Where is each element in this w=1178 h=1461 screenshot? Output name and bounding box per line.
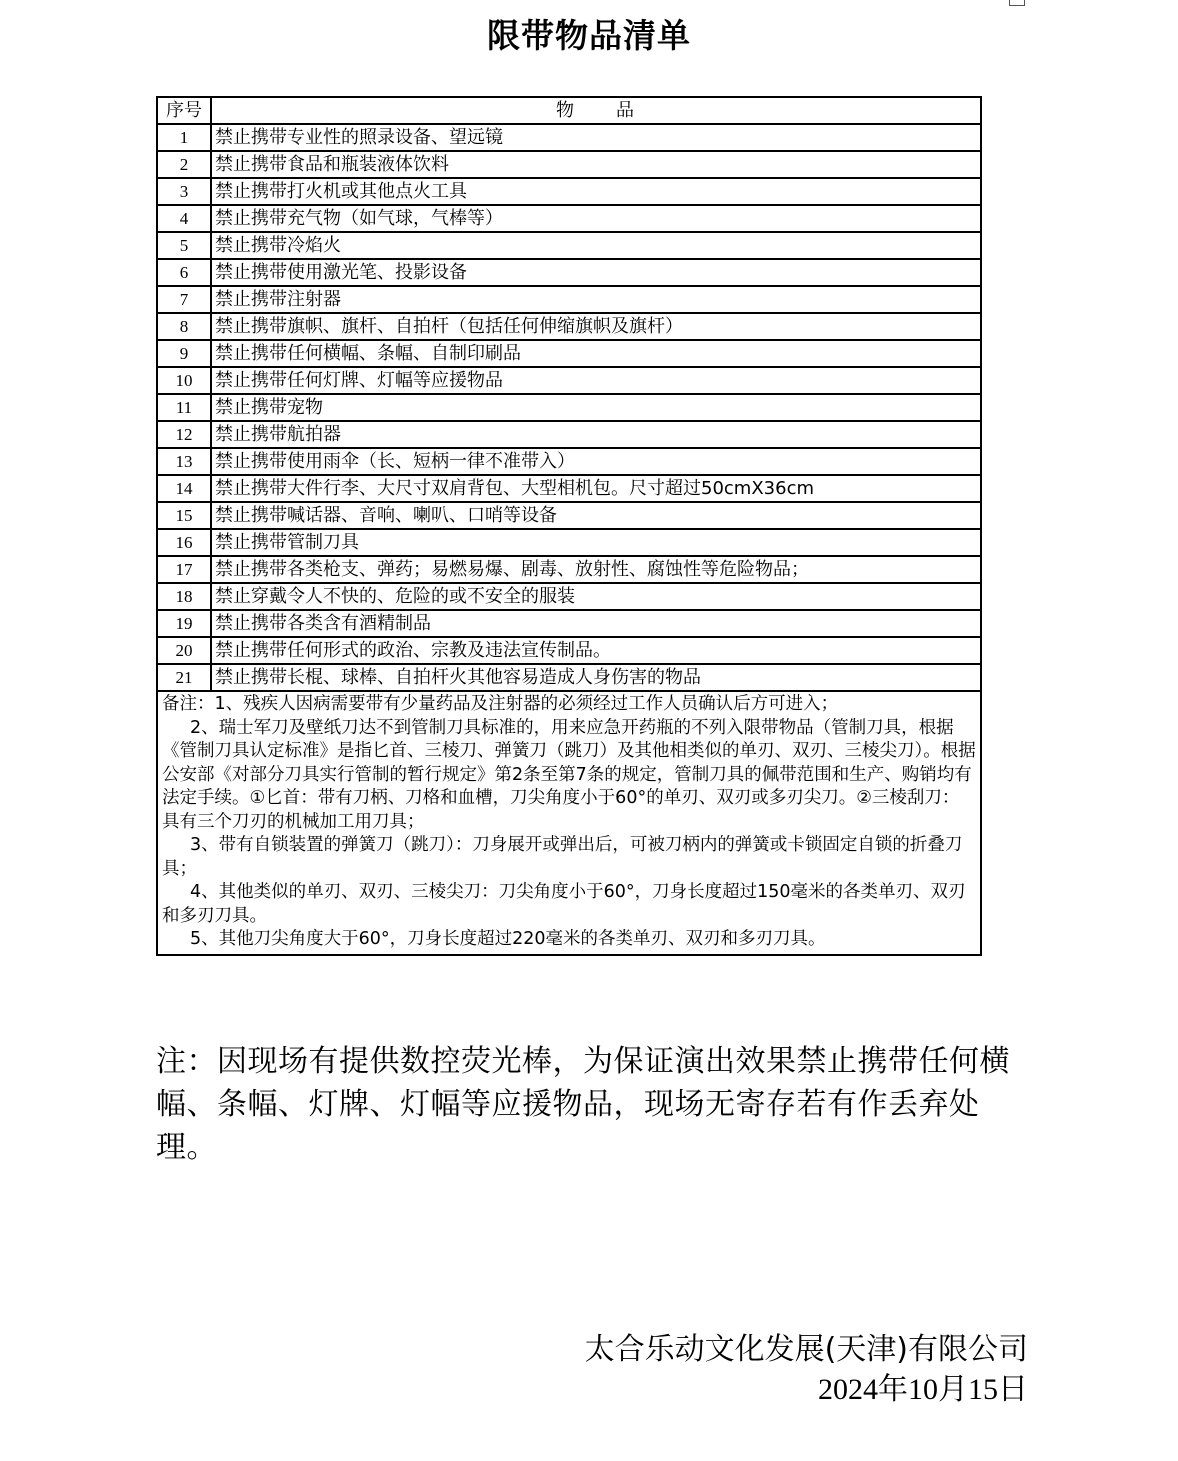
remark-paragraph: 5、其他刀尖角度大于60°，刀身长度超过220毫米的各类单刃、双刃和多刃刀具。 (190, 929, 826, 949)
remark-paragraph: 2、瑞士军刀及壁纸刀达不到管制刀具标准的，用来应急开药瓶的不列入限带物品（管制刀具，根据《管制刀具认定标准》是指匕首、三棱刀、弹簧刀（跳刀）及其他相类似的单刃、双刃、三棱尖刀）。根据公安部《对部分刀具实行管制的暂行规定》第2条至第7条的规定，管制刀具的佩带范围和生产、购销均有法定手续。①匕首：带有刀柄、刀格和血槽，刀尖角度小于60°的单刃、双刃或多刃尖刀。②三棱刮刀：具有三个刀刃的机械加工用刀具； (162, 717, 976, 832)
row-number: 5 (157, 232, 211, 259)
row-number: 12 (157, 421, 211, 448)
table-row (157, 394, 981, 421)
row-number: 19 (157, 610, 211, 637)
row-number: 15 (157, 502, 211, 529)
table-row (157, 664, 981, 691)
row-item: 禁止携带旗帜、旗杆、自拍杆（包括任何伸缩旗帜及旗杆） (211, 313, 981, 340)
row-number: 10 (157, 367, 211, 394)
table-row (157, 259, 981, 286)
table-row (157, 313, 981, 340)
row-number: 11 (157, 394, 211, 421)
row-number: 18 (157, 583, 211, 610)
row-item: 禁止携带使用激光笔、投影设备 (211, 259, 981, 286)
row-number: 14 (157, 475, 211, 502)
row-item: 禁止携带管制刀具 (211, 529, 981, 556)
row-number: 3 (157, 178, 211, 205)
row-item: 禁止携带任何灯牌、灯幅等应援物品 (211, 367, 981, 394)
row-number: 16 (157, 529, 211, 556)
row-item: 禁止穿戴令人不快的、危险的或不安全的服装 (211, 583, 981, 610)
remarks-row (157, 691, 981, 955)
table-row (157, 421, 981, 448)
row-item: 禁止携带充气物（如气球，气棒等） (211, 205, 981, 232)
row-number: 20 (157, 637, 211, 664)
remarks-cell (157, 691, 981, 955)
header-number: 序号 (157, 97, 211, 124)
header-item: 物 品 (211, 97, 981, 124)
corner-checkbox (1009, 0, 1025, 6)
row-number: 1 (157, 124, 211, 151)
row-number: 7 (157, 286, 211, 313)
table-row (157, 448, 981, 475)
table-row (157, 637, 981, 664)
row-number: 8 (157, 313, 211, 340)
row-item: 禁止携带专业性的照录设备、望远镜 (211, 124, 981, 151)
company-name: 太合乐动文化发展(天津)有限公司 (584, 1332, 1028, 1367)
row-item: 禁止携带任何横幅、条幅、自制印刷品 (211, 340, 981, 367)
remark-paragraph: 3、带有自锁装置的弹簧刀（跳刀）：刀身展开或弹出后，可被刀柄内的弹簧或卡锁固定自锁的折叠刀具； (162, 835, 963, 879)
row-number: 21 (157, 664, 211, 691)
row-number: 2 (157, 151, 211, 178)
table-row (157, 232, 981, 259)
row-item: 禁止携带航拍器 (211, 421, 981, 448)
row-item: 禁止携带食品和瓶装液体饮料 (211, 151, 981, 178)
row-item: 禁止携带长棍、球棒、自拍杆火其他容易造成人身伤害的物品 (211, 664, 981, 691)
table-row (157, 529, 981, 556)
row-item: 禁止携带注射器 (211, 286, 981, 313)
row-item: 禁止携带任何形式的政治、宗教及违法宣传制品。 (211, 637, 981, 664)
row-number: 17 (157, 556, 211, 583)
row-item: 禁止携带打火机或其他点火工具 (211, 178, 981, 205)
table-row (157, 502, 981, 529)
table-row (157, 367, 981, 394)
row-item: 禁止携带各类含有酒精制品 (211, 610, 981, 637)
table-row (157, 340, 981, 367)
row-item: 禁止携带大件行李、大尺寸双肩背包、大型相机包。尺寸超过50cmX36cm (211, 475, 981, 502)
table-row (157, 475, 981, 502)
table-row (157, 205, 981, 232)
table-row (157, 556, 981, 583)
row-item: 禁止携带使用雨伞（长、短柄一律不准带入） (211, 448, 981, 475)
row-item: 禁止携带各类枪支、弹药；易燃易爆、剧毒、放射性、腐蚀性等危险物品； (211, 556, 981, 583)
table-row (157, 610, 981, 637)
table-row (157, 286, 981, 313)
remark-paragraph: 4、其他类似的单刃、双刃、三棱尖刀：刀尖角度小于60°，刀身长度超过150毫米的各类单刃、双刃和多刃刀具。 (162, 882, 966, 926)
table-row (157, 151, 981, 178)
row-item: 禁止携带喊话器、音响、喇叭、口哨等设备 (211, 502, 981, 529)
footnote: 注：因现场有提供数控荧光棒，为保证演出效果禁止携带任何横幅、条幅、灯牌、灯幅等应援物品，现场无寄存若有作丢弃处理。 (156, 1044, 1010, 1165)
table-row (157, 124, 981, 151)
row-number: 6 (157, 259, 211, 286)
document-date: 2024年10月15日 (818, 1373, 1028, 1406)
row-item: 禁止携带宠物 (211, 394, 981, 421)
table-row (157, 178, 981, 205)
table-header-row (157, 97, 981, 124)
row-item: 禁止携带冷焰火 (211, 232, 981, 259)
remark-paragraph: 备注：1、残疾人因病需要带有少量药品及注射器的必须经过工作人员确认后方可进入； (162, 694, 839, 714)
restricted-items-table (156, 96, 982, 956)
row-number: 4 (157, 205, 211, 232)
document-title: 限带物品清单 (487, 16, 691, 55)
row-number: 9 (157, 340, 211, 367)
table-row (157, 583, 981, 610)
row-number: 13 (157, 448, 211, 475)
